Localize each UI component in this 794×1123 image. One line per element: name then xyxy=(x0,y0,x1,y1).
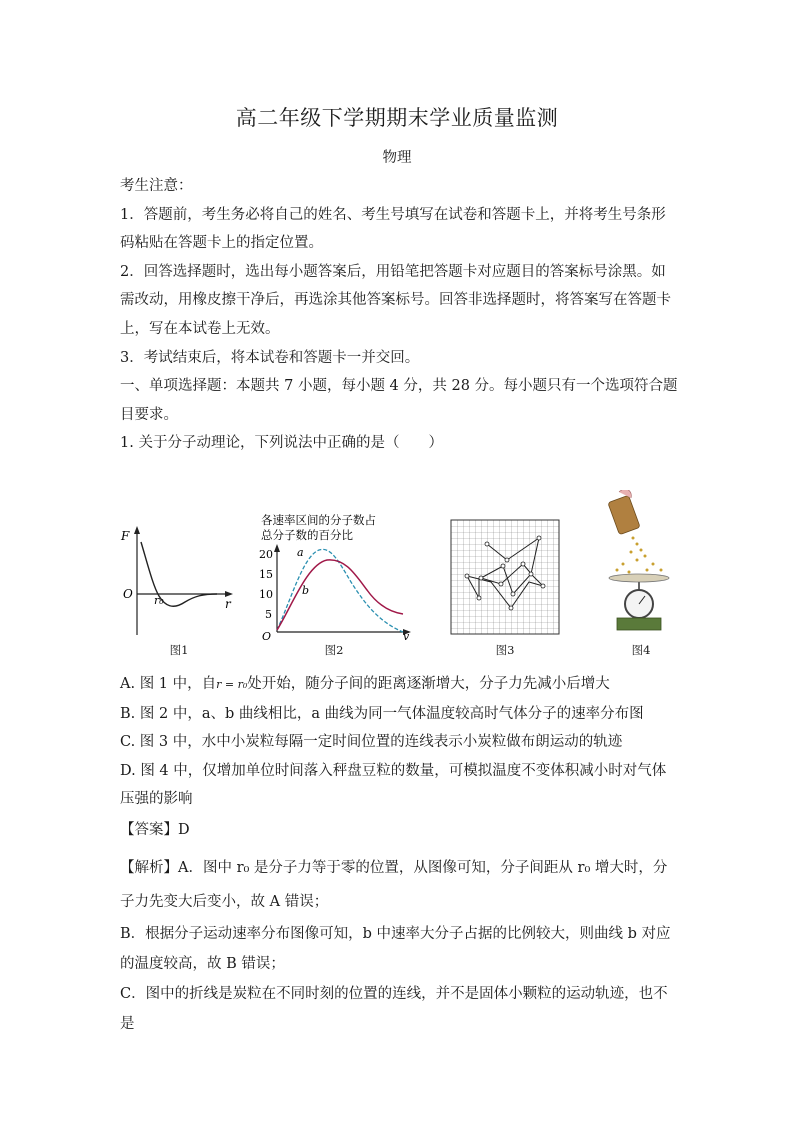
notice-heading: 考生注意： xyxy=(120,178,193,194)
section-heading: 一、单项选择题：本题共 7 小题，每小题 4 分，共 28 分。每小题只有一个选项符合题目要求。 xyxy=(120,378,678,423)
option-a-pre: 图 1 中，自 xyxy=(139,676,217,692)
figure-2-caption: 图2 xyxy=(324,643,344,657)
fig2-ytick-15: 15 xyxy=(259,568,273,581)
answer-line xyxy=(120,816,680,845)
option-a-post: 处开始，随分子间的距离逐渐增大，分子力先减小后增大 xyxy=(247,676,610,692)
page-title: 高二年级下学期期末学业质量监测 xyxy=(235,106,559,130)
fig1-y-label: F xyxy=(121,529,130,543)
fig1-origin: O xyxy=(123,587,133,601)
figure-4-beans-on-scale xyxy=(603,490,677,640)
options-block xyxy=(120,670,680,1039)
answer-value: D xyxy=(178,821,190,838)
fig2-curve-a-label: a xyxy=(297,546,304,559)
figure-4-caption: 图4 xyxy=(631,643,651,657)
notice-item-2: 2．回答选择题时，选出每小题答案后，用铅笔把答题卡对应题目的答案标号涂黑。如需改动，用橡皮擦干净后，再选涂其他答案标号。回答非选择题时，将答案写在答题卡上，写在本试卷上无效。 xyxy=(120,263,671,337)
option-a-var: r = r₀ xyxy=(216,678,248,691)
fig2-ytick-5: 5 xyxy=(265,608,272,621)
option-a xyxy=(120,670,680,700)
fig2-ytick-10: 10 xyxy=(259,588,273,601)
figure-3-caption: 图3 xyxy=(495,643,515,657)
subject-label: 物理 xyxy=(382,150,412,166)
analysis-b: B．根据分子运动速率分布图像可知，b 中速率大分子占据的比例较大，则曲线 b 对应的温度较高，故 B 错误； xyxy=(120,925,671,972)
analysis-a-text: A．图中 r₀ 是分子力等于零的位置，从图像可知，分子间距从 r₀ 增大时，分子力先变大后变小，故 A 错误； xyxy=(120,859,668,910)
notice-item-1: 1．答题前，考生务必将自己的姓名、考生号填写在试卷和答题卡上，并将考生号条形码粘贴在答题卡上的指定位置。 xyxy=(120,206,666,252)
analysis-label: 【解析】 xyxy=(120,859,178,876)
fig2-origin: O xyxy=(262,630,272,640)
option-d-label: D. xyxy=(120,762,136,779)
fig2-ylabel-line1: 各速率区间的分子数占 xyxy=(261,513,376,527)
question-stem: 1. 关于分子动理论，下列说法中正确的是（ ） xyxy=(120,435,443,452)
fig2-ytick-20: 20 xyxy=(259,548,273,561)
option-c-label: C. xyxy=(120,734,136,751)
option-b xyxy=(120,700,680,729)
fig2-curve-b-label: b xyxy=(302,584,310,597)
option-b-label: B. xyxy=(120,705,136,722)
figure-2-speed-distribution xyxy=(257,490,417,640)
figure-3-brownian-grid xyxy=(445,490,565,640)
notice-item-3: 3．考试结束后，将本试卷和答题卡一并交回。 xyxy=(120,349,420,366)
fig1-r0-label: r₀ xyxy=(154,594,164,607)
analysis-c: C．图中的折线是炭粒在不同时刻的位置的连线，并不是固体小颗粒的运动轨迹，也不是 xyxy=(120,985,668,1032)
figure-row xyxy=(117,490,677,665)
answer-label: 【答案】 xyxy=(120,821,178,838)
fig1-x-label: r xyxy=(225,597,231,611)
option-b-text: 图 2 中，a、b 曲线相比，a 曲线为同一气体温度较高时气体分子的速率分布图 xyxy=(139,705,644,722)
option-c xyxy=(120,728,680,757)
option-a-label: A. xyxy=(120,676,136,692)
option-d-text: 图 4 中，仅增加单位时间落入秤盘豆粒的数量，可模拟温度不变体积减小时对气体压强的影响 xyxy=(120,762,667,808)
analysis-a xyxy=(120,851,680,919)
figure-1-caption: 图1 xyxy=(169,643,189,657)
fig2-x-label: v xyxy=(403,630,410,640)
option-c-text: 图 3 中，水中小炭粒每隔一定时间位置的连线表示小炭粒做布朗运动的轨迹 xyxy=(139,734,623,751)
fig2-ylabel-line2: 总分子数的百分比 xyxy=(261,528,353,542)
notice-block xyxy=(120,172,680,458)
option-d xyxy=(120,757,680,814)
figure-1-force-curve xyxy=(117,490,237,640)
